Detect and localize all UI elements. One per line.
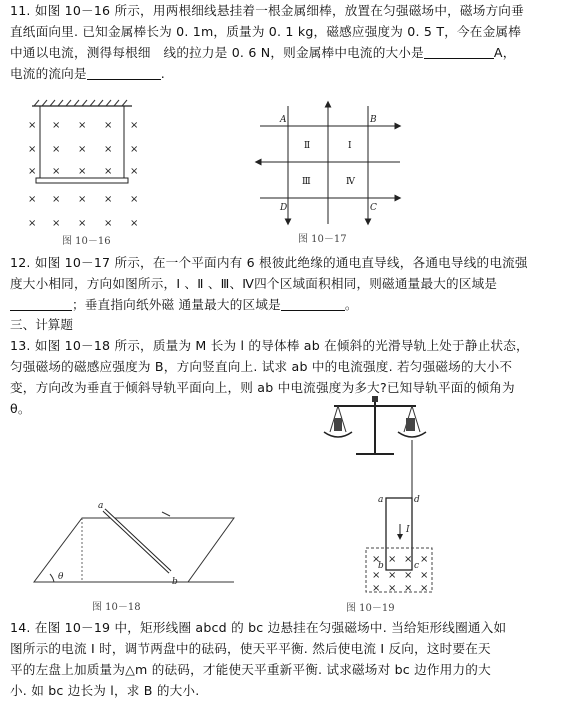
svg-text:×: × xyxy=(28,194,37,205)
figure-10-16 xyxy=(20,96,150,246)
q13-line-4: θ。 xyxy=(10,401,31,416)
q12-line-1: 12. 如图 10－17 所示，在一个平面内有 6 根彼此绝缘的通电直导线，各通电导线的电流强 xyxy=(10,255,528,270)
q13-line-3: 变，方向改为垂直于倾斜导轨平面向上，则 ab 中电流强度为多大?已知导轨平面的倾角为 xyxy=(10,380,515,395)
svg-text:×: × xyxy=(104,144,113,155)
svg-text:×: × xyxy=(104,194,113,205)
svg-text:×: × xyxy=(104,166,113,177)
q14-line-4: 小. 如 bc 边长为 l，求 B 的大小. xyxy=(10,683,200,698)
svg-text:×: × xyxy=(52,218,61,229)
magnetic-field-crosses xyxy=(28,120,138,229)
svg-text:×: × xyxy=(78,218,87,229)
svg-text:×: × xyxy=(372,570,381,581)
svg-text:×: × xyxy=(372,583,381,594)
angle-label-theta: θ xyxy=(58,572,64,582)
figure-10-16-caption: 图 10－16 xyxy=(62,236,111,246)
svg-text:×: × xyxy=(130,166,139,177)
svg-text:×: × xyxy=(388,583,397,594)
ceiling-hatch xyxy=(32,100,132,106)
svg-text:×: × xyxy=(130,194,139,205)
q11-line-4 xyxy=(10,63,572,84)
svg-text:×: × xyxy=(78,120,87,131)
figure-10-19 xyxy=(316,392,446,614)
region-label-4: Ⅳ xyxy=(346,177,355,187)
answer-blank-direction[interactable] xyxy=(87,65,161,80)
svg-text:×: × xyxy=(420,570,429,581)
svg-text:×: × xyxy=(52,194,61,205)
q12-line-3-end: 。 xyxy=(344,297,358,312)
svg-text:×: × xyxy=(104,120,113,131)
point-label-a: A xyxy=(280,115,287,125)
figure-10-17-caption: 图 10－17 xyxy=(298,234,347,245)
coil-corner-d: d xyxy=(414,495,420,505)
svg-text:×: × xyxy=(420,583,429,594)
q12-line-3-text: ；垂直指向纸外磁 通量最大的区域是 xyxy=(72,297,281,312)
point-label-b: B xyxy=(370,115,377,125)
svg-text:×: × xyxy=(404,583,413,594)
svg-text:×: × xyxy=(130,144,139,155)
balance-scale xyxy=(324,396,426,454)
svg-text:×: × xyxy=(404,570,413,581)
point-label-d: D xyxy=(280,203,288,213)
section-heading: 三、计算题 xyxy=(10,317,73,332)
q11-line-1: 11. 如图 10－16 所示，用两根细线悬挂着一根金属细棒，放置在匀强磁场中，磁场方向垂 xyxy=(10,3,524,18)
figure-10-19-caption: 图 10－19 xyxy=(346,603,395,614)
q11-line-3 xyxy=(10,42,572,63)
q12-line-3 xyxy=(10,294,572,315)
svg-text:×: × xyxy=(52,166,61,177)
svg-text:×: × xyxy=(28,218,37,229)
figure-10-17 xyxy=(250,96,410,246)
rod-end-label-a: a xyxy=(98,501,104,511)
svg-text:×: × xyxy=(28,166,37,177)
svg-text:×: × xyxy=(130,218,139,229)
question-13 xyxy=(10,335,572,419)
svg-text:×: × xyxy=(104,218,113,229)
q11-line-4-text: 电流的流向是 xyxy=(10,66,87,81)
q11-line-3-unit: A， xyxy=(493,45,516,60)
rail-mark xyxy=(162,512,170,516)
inclined-rail-plane xyxy=(34,518,234,582)
region-label-3: Ⅲ xyxy=(302,177,311,187)
question-14 xyxy=(10,617,572,701)
svg-text:×: × xyxy=(372,554,381,565)
point-label-c: C xyxy=(370,203,377,213)
q14-line-3: 平的左盘上加质量为△m 的砝码，才能使天平重新平衡. 试求磁场对 bc 边作用力的大 xyxy=(10,662,491,677)
svg-text:×: × xyxy=(52,144,61,155)
svg-text:×: × xyxy=(78,144,87,155)
region-label-1: Ⅰ xyxy=(348,141,352,151)
q11-line-2: 直纸面向里. 已知金属棒长为 0. 1m，质量为 0. 1 kg，磁感应强度为 0. 5 T，今在金属棒 xyxy=(10,24,521,39)
coil-corner-a: a xyxy=(378,495,384,505)
coil-corner-c: c xyxy=(414,561,420,571)
svg-text:×: × xyxy=(388,570,397,581)
weight-right xyxy=(406,418,415,431)
question-11 xyxy=(10,0,572,84)
metal-rod xyxy=(36,178,128,183)
svg-text:×: × xyxy=(420,554,429,565)
q14-line-1: 14. 在图 10－19 中，矩形线圈 abcd 的 bc 边悬挂在匀强磁场中. 当给矩形线圈通入如 xyxy=(10,620,507,635)
weight-left xyxy=(334,418,342,431)
svg-text:×: × xyxy=(28,120,37,131)
answer-blank-current[interactable] xyxy=(424,44,494,59)
svg-text:×: × xyxy=(404,554,413,565)
figure-10-18-caption: 图 10－18 xyxy=(92,602,141,613)
field-crosses xyxy=(372,554,428,594)
current-label: I xyxy=(406,525,410,535)
region-label-2: Ⅱ xyxy=(304,141,311,151)
svg-text:×: × xyxy=(130,120,139,131)
question-12 xyxy=(10,252,572,315)
q11-line-3-text: 中通以电流，测得每根细 线的拉力是 0. 6 N，则金属棒中电流的大小是 xyxy=(10,45,424,60)
svg-text:×: × xyxy=(52,120,61,131)
q14-line-2: 图所示的电流 I 时，调节两盘中的砝码，使天平平衡. 然后使电流 I 反向，这时要在天 xyxy=(10,641,491,656)
q13-line-2: 匀强磁场的磁感应强度为 B，方向竖直向上. 试求 ab 中的电流强度. 若匀强磁场的大小不 xyxy=(10,359,513,374)
q12-line-2: 度大小相同，方向如图所示，Ⅰ 、Ⅱ 、Ⅲ、Ⅳ四个区域面积相同，则磁通量最大的区域是 xyxy=(10,276,498,291)
svg-text:×: × xyxy=(78,166,87,177)
q13-line-1: 13. 如图 10－18 所示，质量为 M 长为 l 的导体棒 ab 在倾斜的光滑导轨上处于静止状态， xyxy=(10,338,529,353)
svg-text:×: × xyxy=(28,144,37,155)
figure-10-18 xyxy=(20,490,250,615)
angle-arc xyxy=(50,574,54,582)
q11-line-4-end: . xyxy=(160,66,165,81)
svg-text:×: × xyxy=(78,194,87,205)
rod-end-label-b: b xyxy=(172,577,178,587)
coil-corner-b: b xyxy=(378,561,384,571)
answer-blank-max-flux[interactable] xyxy=(10,296,72,311)
answer-blank-max-outward-flux[interactable] xyxy=(281,296,345,311)
svg-text:×: × xyxy=(388,554,397,565)
